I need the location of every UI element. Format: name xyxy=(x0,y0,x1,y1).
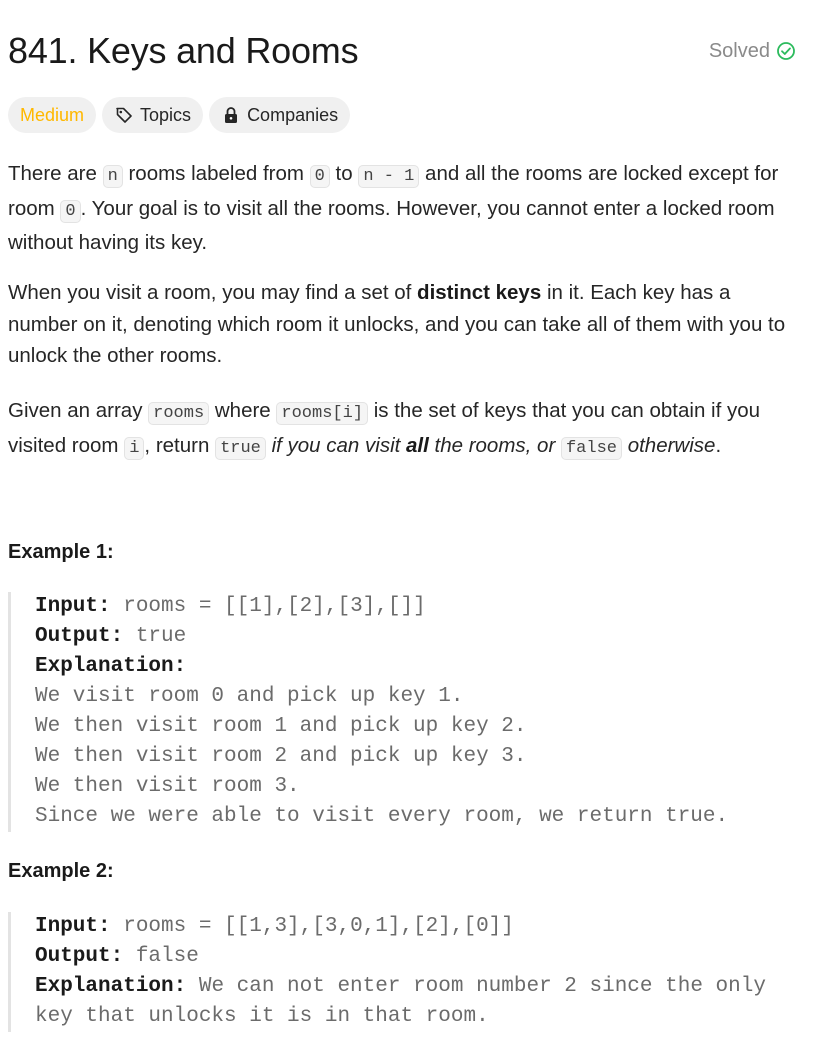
output-value: false xyxy=(123,945,199,968)
example-explanation-line xyxy=(35,652,798,682)
input-label: Input: xyxy=(35,915,111,938)
text: . Your goal is to visit all the rooms. However, you cannot enter a locked room without having its key. xyxy=(8,196,775,254)
text: where xyxy=(209,399,277,422)
inline-code: rooms[i] xyxy=(276,402,368,425)
explanation-text: key that unlocks it is in that room. xyxy=(35,1005,489,1028)
explanation-text: We then visit room 3. xyxy=(35,775,300,798)
output-label: Output: xyxy=(35,945,124,968)
italic-text: otherwise xyxy=(622,433,716,457)
tag-icon xyxy=(114,105,134,125)
text: , return xyxy=(144,433,216,457)
italic-text: if you can visit xyxy=(265,433,407,457)
explanation-text: We then visit room 2 and pick up key 3. xyxy=(35,745,527,768)
input-value: rooms = [[1],[2],[3],[]] xyxy=(110,595,426,618)
input-value: rooms = [[1,3],[3,0,1],[2],[0]] xyxy=(110,915,514,938)
companies-button[interactable] xyxy=(209,97,350,133)
topics-label: Topics xyxy=(140,104,192,125)
explanation-label: Explanation: xyxy=(35,655,187,678)
text: Given an array xyxy=(8,399,149,422)
text: in it. Each key has a number on it, denoting which room it unlocks, and you can take all of them with you to unlock the other rooms. xyxy=(8,281,786,367)
title-row xyxy=(8,28,798,76)
inline-code: 0 xyxy=(60,200,80,223)
example-1-heading: Example 1: xyxy=(8,541,114,563)
output-label: Output: xyxy=(35,625,124,648)
inline-code: 0 xyxy=(310,165,330,188)
example-output-line xyxy=(35,622,798,652)
explanation-text: Since we were able to visit every room, we return true. xyxy=(35,805,729,828)
text: . xyxy=(715,433,722,457)
solved-status xyxy=(709,38,796,64)
difficulty-label: Medium xyxy=(20,104,85,125)
text: There are xyxy=(8,162,103,185)
example-input-line xyxy=(35,592,798,622)
example-output-line xyxy=(35,942,798,972)
explanation-text: We then visit room 1 and pick up key 2. xyxy=(35,715,527,738)
output-value: true xyxy=(123,625,187,648)
topics-button[interactable] xyxy=(102,97,203,133)
description-paragraph-2 xyxy=(8,277,798,372)
lock-icon xyxy=(221,105,241,125)
text: rooms labeled from xyxy=(122,162,310,185)
example-2-block xyxy=(8,912,798,1032)
text: to xyxy=(329,162,359,185)
bold-text: distinct keys xyxy=(417,281,542,304)
description-paragraph-1 xyxy=(8,158,798,259)
text: When you visit a room, you may find a set of xyxy=(8,281,418,304)
explanation-text: We visit room 0 and pick up key 1. xyxy=(35,685,464,708)
example-2-heading: Example 2: xyxy=(8,860,114,882)
text: and all the rooms are locked except for room xyxy=(8,162,779,220)
solved-label: Solved xyxy=(708,40,770,62)
example-1-block xyxy=(8,592,798,832)
inline-code: rooms xyxy=(148,402,209,425)
example-input-line xyxy=(35,912,798,942)
input-label: Input: xyxy=(35,595,111,618)
description-paragraph-3 xyxy=(8,395,798,464)
inline-code: false xyxy=(561,437,622,460)
tag-pills xyxy=(8,97,350,133)
explanation-label: Explanation: xyxy=(35,975,187,998)
explanation-text: We can not enter room number 2 since the only xyxy=(186,975,766,998)
check-circle-icon xyxy=(776,41,796,61)
difficulty-badge xyxy=(8,97,96,133)
text: is the set of keys that you can obtain if you visited room xyxy=(8,399,761,457)
problem-title: 841. Keys and Rooms xyxy=(8,30,359,71)
example-explanation-line xyxy=(35,972,798,1002)
italic-text: the rooms, or xyxy=(428,433,561,457)
inline-code: n xyxy=(103,165,123,188)
inline-code: n - 1 xyxy=(358,165,419,188)
bold-italic-text: all xyxy=(406,433,429,457)
inline-code: true xyxy=(215,437,266,460)
inline-code: i xyxy=(124,437,144,460)
companies-label: Companies xyxy=(247,104,339,125)
